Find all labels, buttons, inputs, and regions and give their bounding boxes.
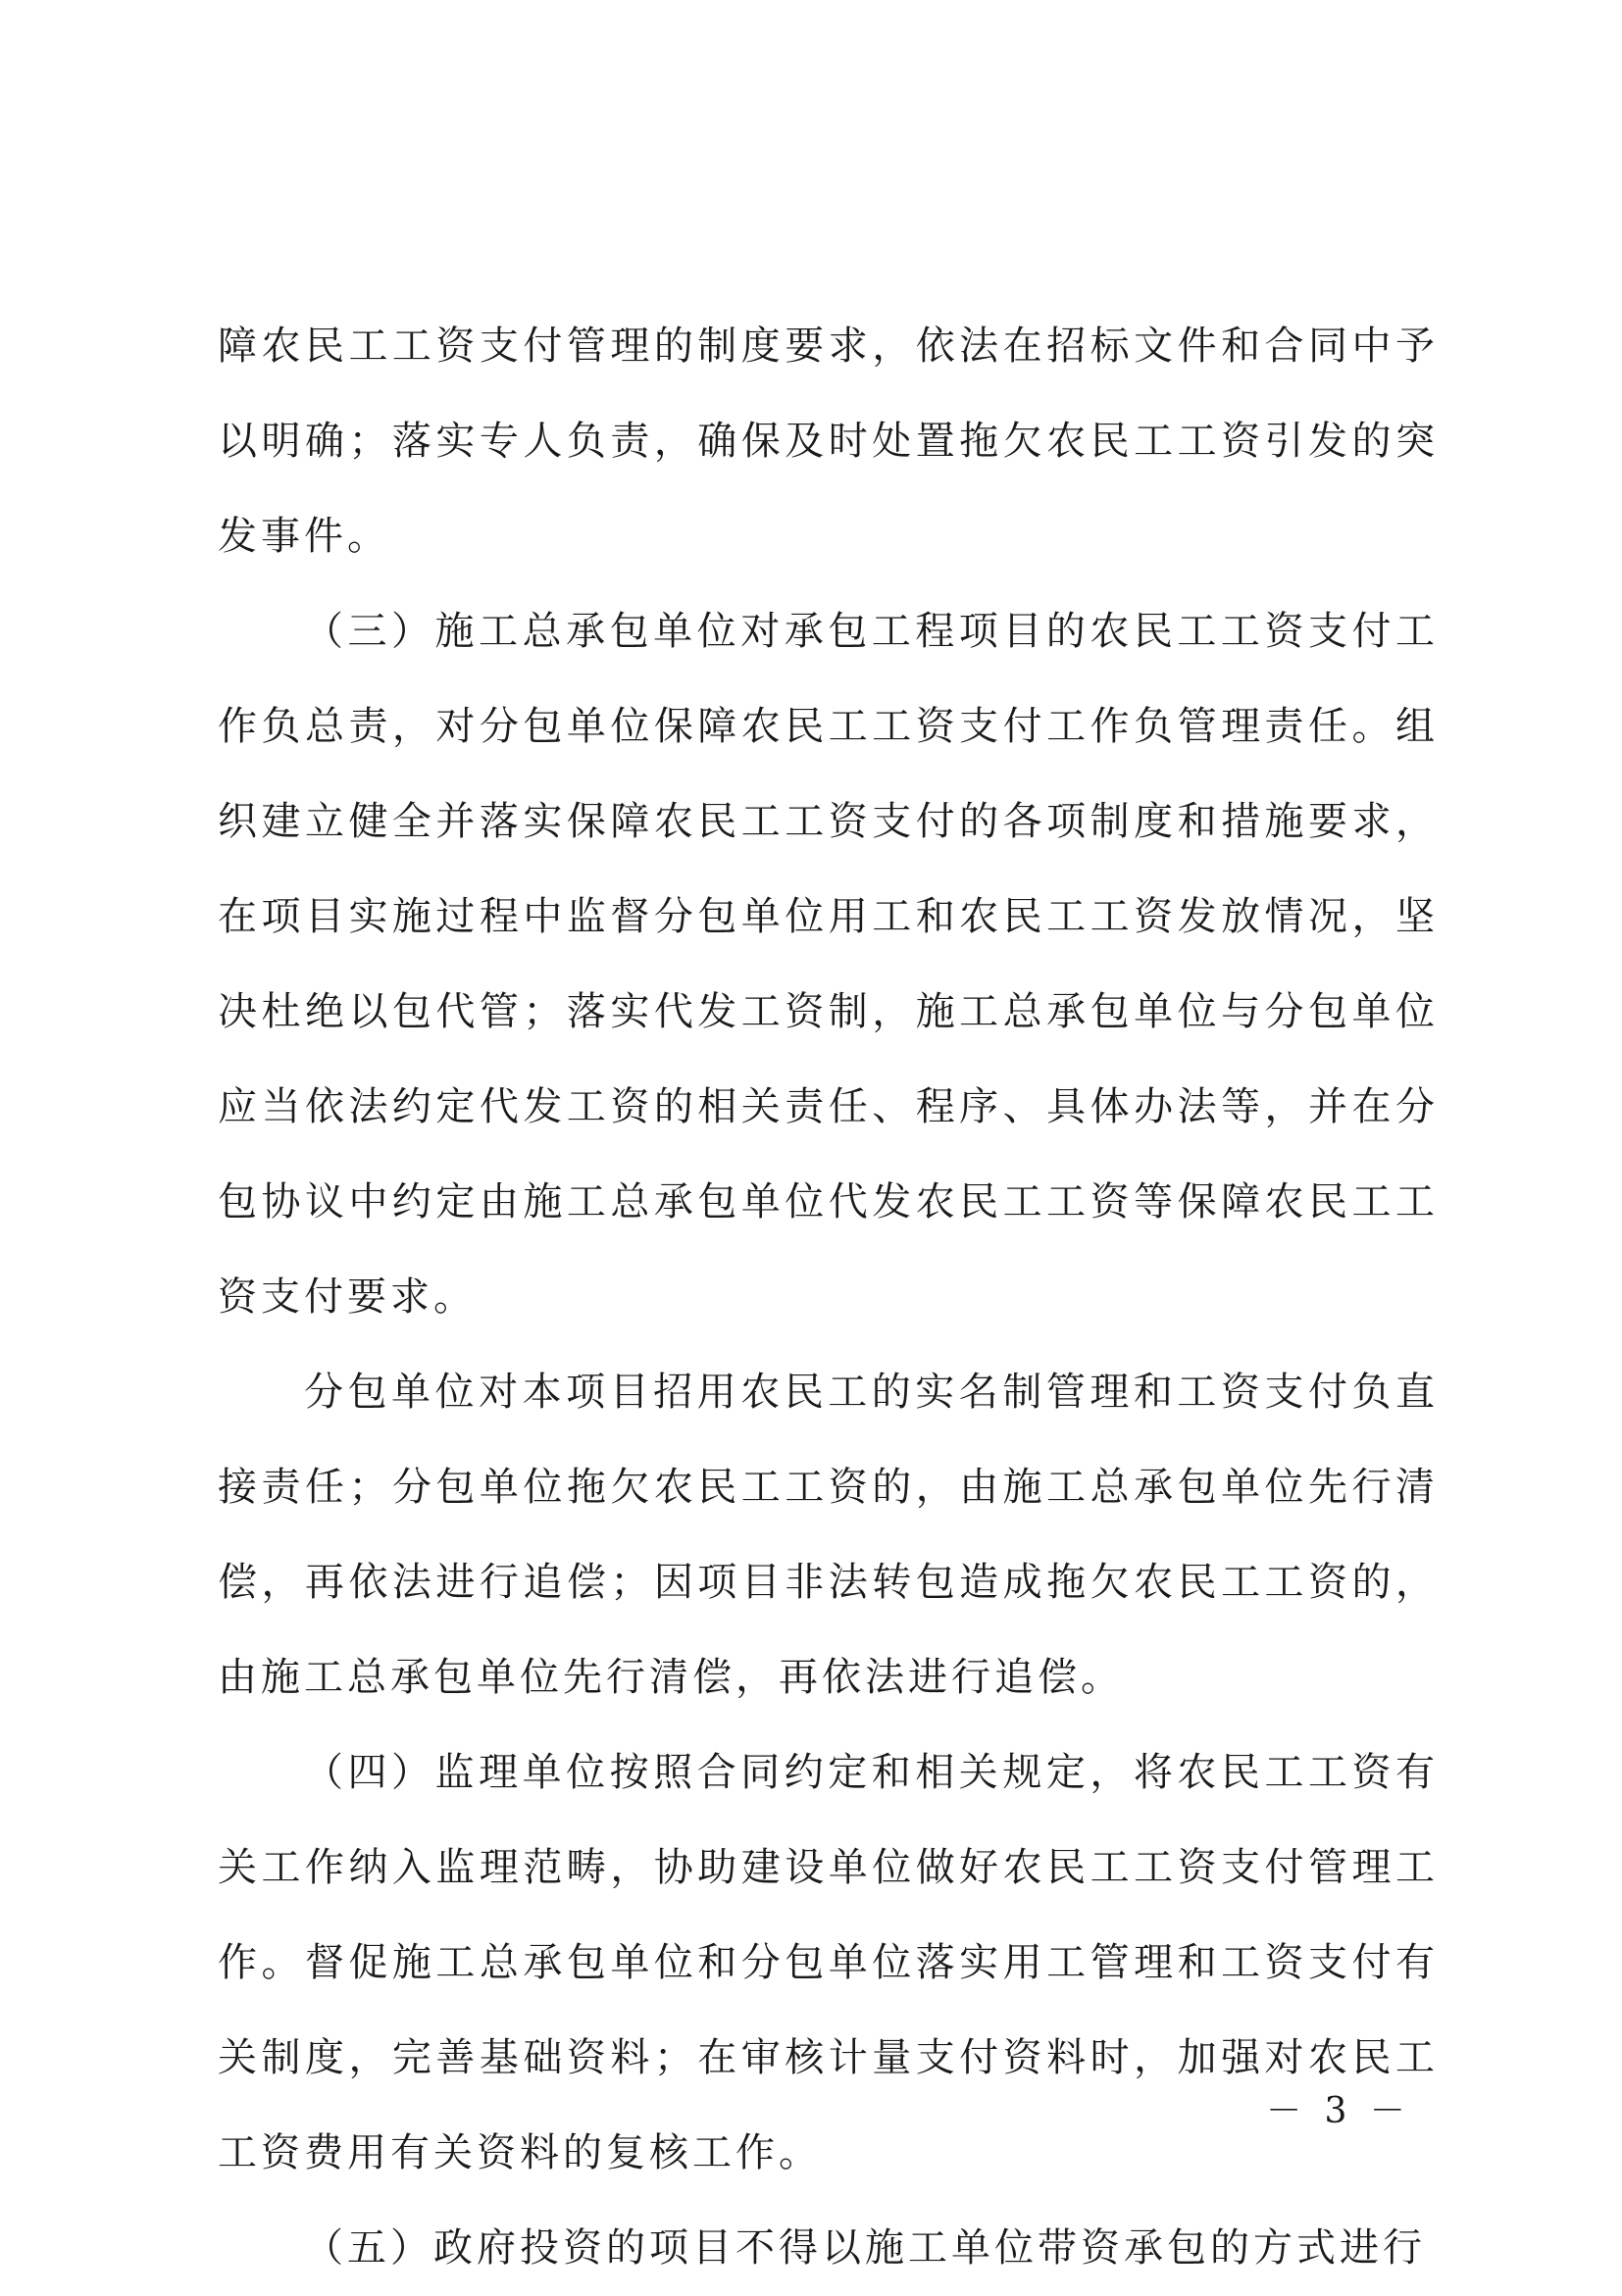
paragraph-continuation: 障农民工工资支付管理的制度要求，依法在招标文件和合同中予以明确；落实专人负责，确保及时处置拖欠农民工工资引发的突发事件。 [218, 324, 1439, 559]
paragraph-section-3: （三）施工总承包单位对承包工程项目的农民工工资支付工作负总责，对分包单位保障农民工工资支付工作负管理责任。组织建立健全并落实保障农民工工资支付的各项制度和措施要求，在项目实施过程中监督分包单位用工和农民工工资发放情况，坚决杜绝以包代管；落实代发工资制，施工总承包单位与分包单位应当依法约定代发工资的相关责任、程序、具体办法等，并在分包协议中约定由施工总承包单位代发农民工工资等保障农民工工资支付要求。 [218, 609, 1439, 1320]
page-number: － 3 － [1266, 2091, 1411, 2131]
paragraph-section-5: （五）政府投资的项目不得以施工单位带资承包的方式进行 [304, 2225, 1426, 2271]
paragraph-subcontractor: 分包单位对本项目招用农民工的实名制管理和工资支付负直接责任；分包单位拖欠农民工工资的，由施工总承包单位先行清偿，再依法进行追偿；因项目非法转包造成拖欠农民工工资的，由施工总承包单位先行清偿，再依法进行追偿。 [218, 1370, 1439, 1700]
document-body [218, 299, 1439, 2296]
paragraph-section-4: （四）监理单位按照合同约定和相关规定，将农民工工资有关工作纳入监理范畴，协助建设单位做好农民工工资支付管理工作。督促施工总承包单位和分包单位落实用工管理和工资支付有关制度，完善基础资料；在审核计量支付资料时，加强对农民工工资费用有关资料的复核工作。 [218, 1750, 1439, 2175]
